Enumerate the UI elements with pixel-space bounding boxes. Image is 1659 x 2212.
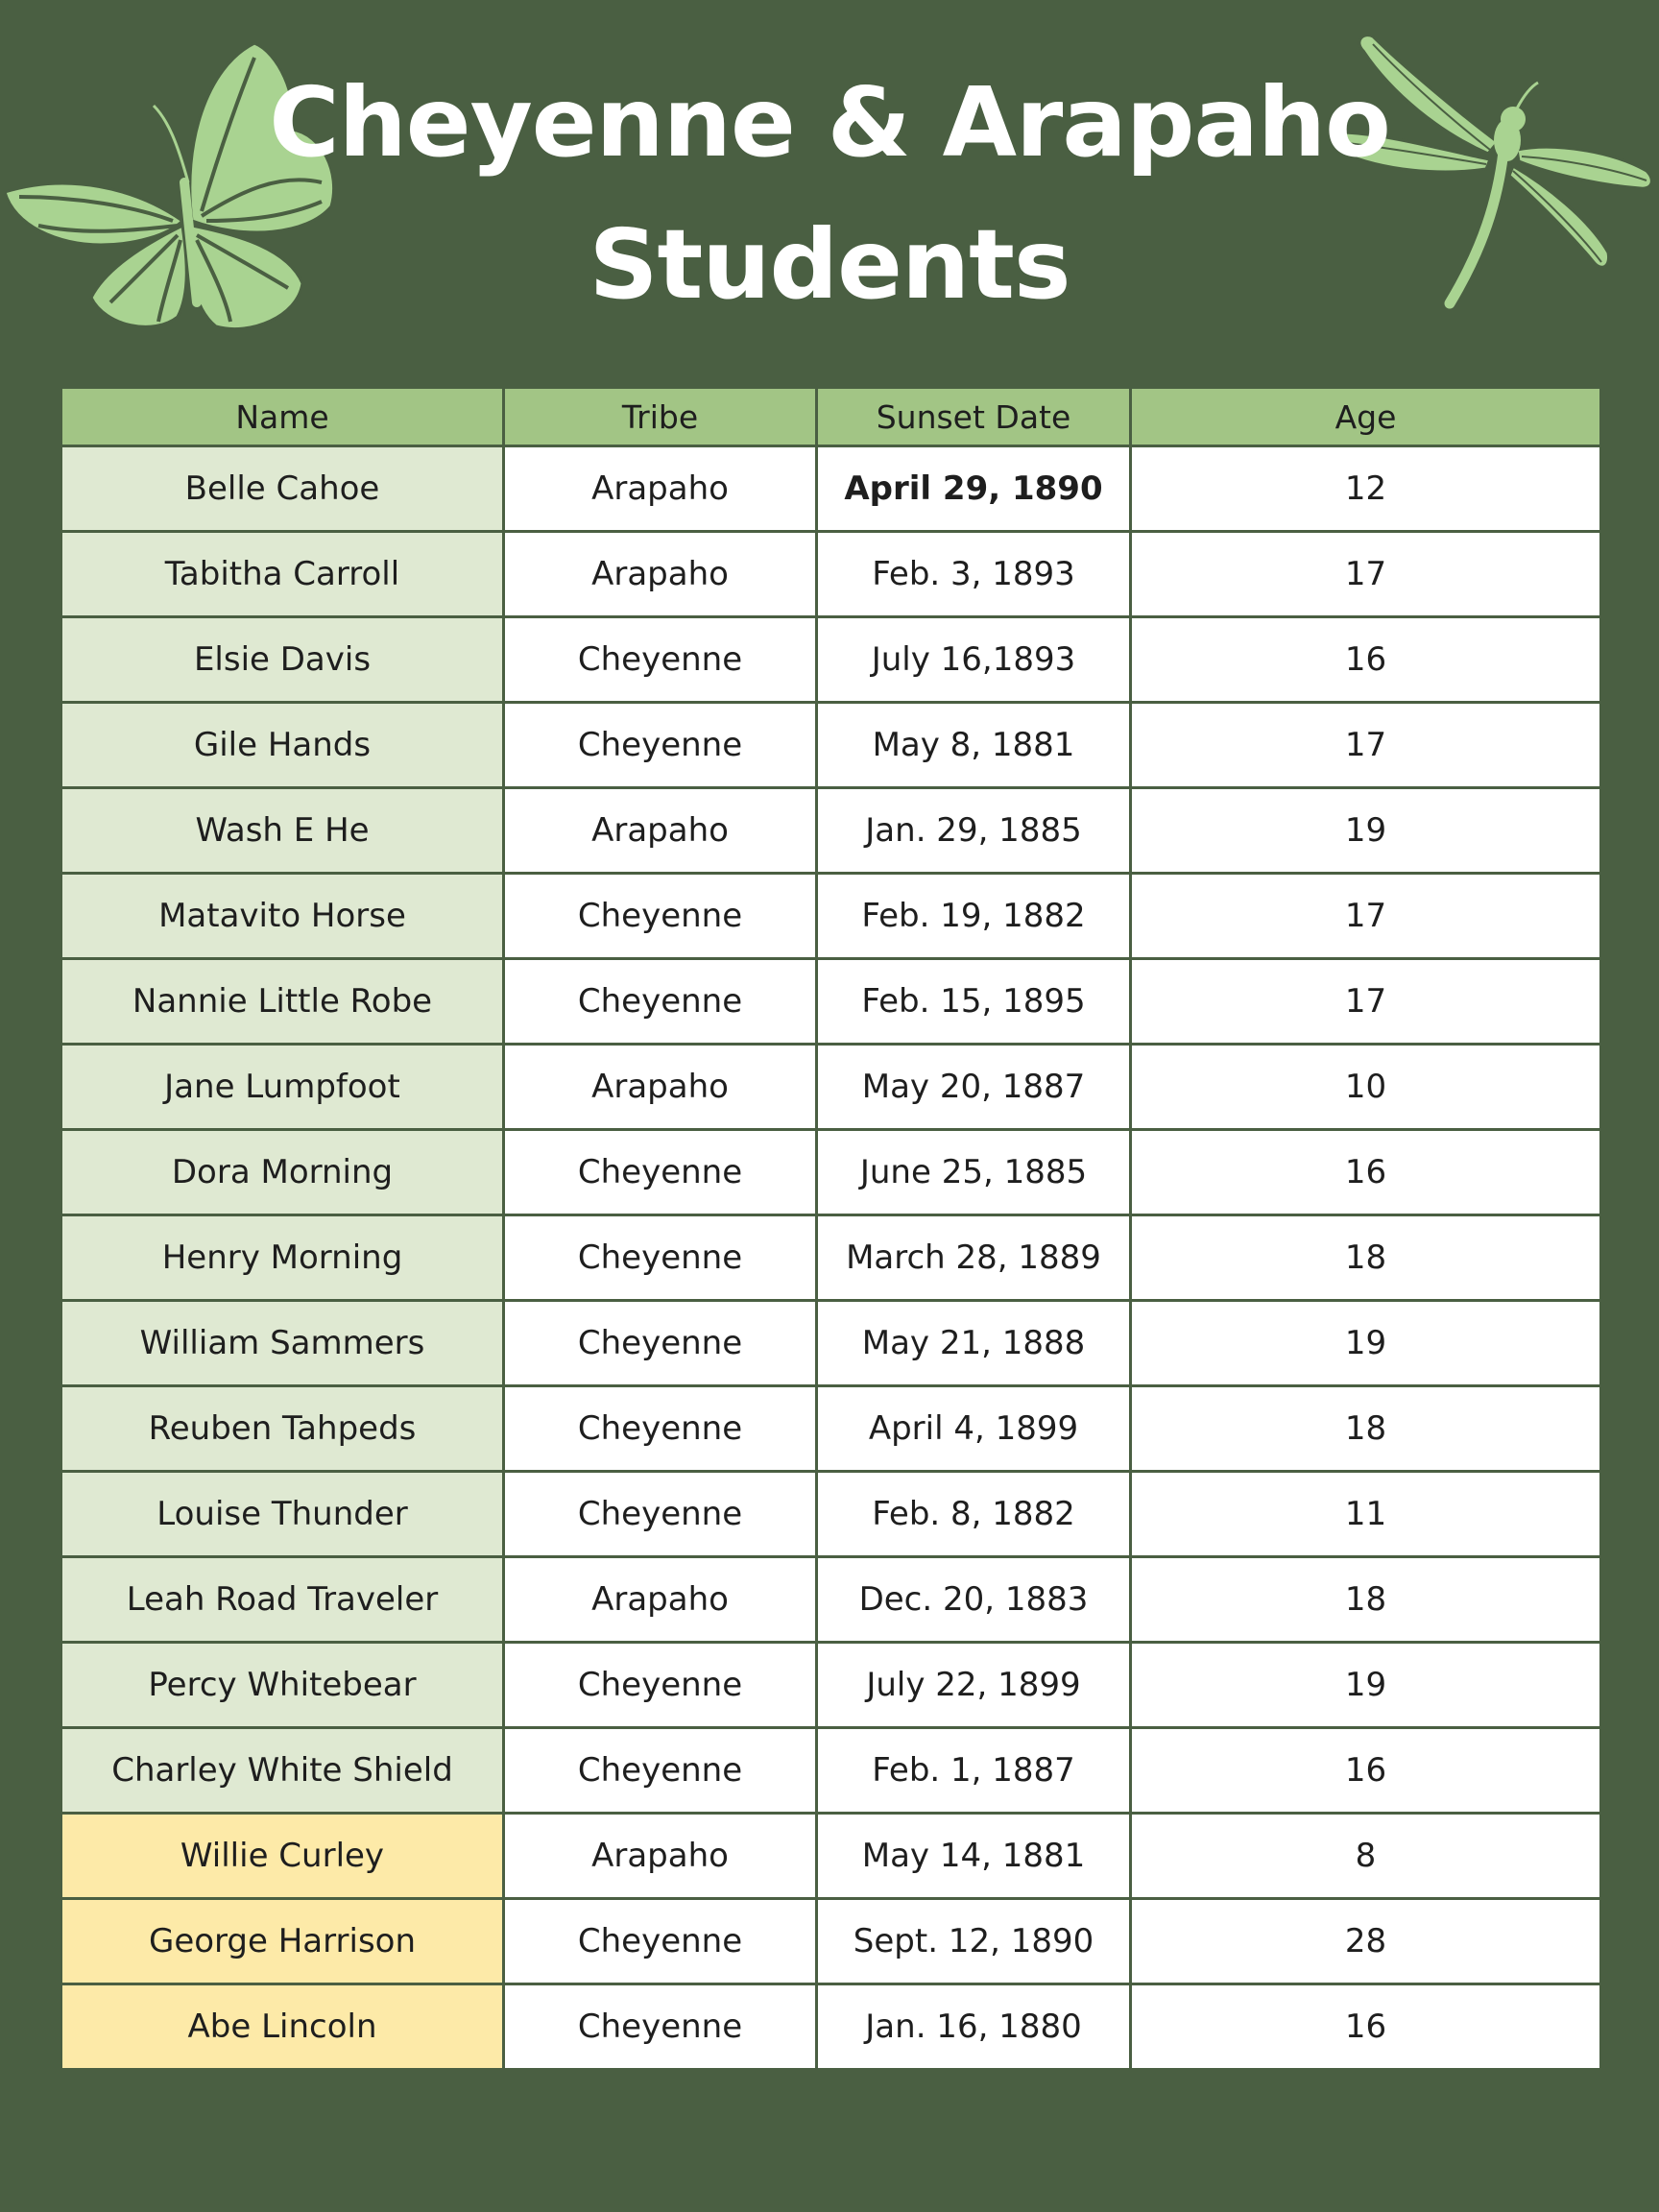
tribe-cell: Arapaho — [504, 788, 817, 874]
age-cell: 19 — [1131, 1301, 1601, 1386]
age-cell: 8 — [1131, 1814, 1601, 1899]
date-cell: Feb. 3, 1893 — [817, 532, 1131, 617]
date-cell: April 4, 1899 — [817, 1386, 1131, 1472]
date-cell: July 22, 1899 — [817, 1643, 1131, 1728]
table-row-highlighted — [61, 1814, 1601, 1899]
table-header-row — [61, 388, 1601, 446]
header-tribe: Tribe — [504, 388, 817, 446]
name-cell: Henry Morning — [61, 1215, 504, 1301]
table-row — [61, 874, 1601, 959]
header-name: Name — [61, 388, 504, 446]
date-cell: May 14, 1881 — [817, 1814, 1131, 1899]
name-cell: Louise Thunder — [61, 1472, 504, 1557]
age-cell: 17 — [1131, 532, 1601, 617]
name-cell: Abe Lincoln — [61, 1984, 504, 2070]
date-cell: Jan. 16, 1880 — [817, 1984, 1131, 2070]
name-cell: Gile Hands — [61, 703, 504, 788]
date-cell: Feb. 15, 1895 — [817, 959, 1131, 1045]
date-cell: March 28, 1889 — [817, 1215, 1131, 1301]
date-cell: June 25, 1885 — [817, 1130, 1131, 1215]
page-title — [0, 52, 1659, 336]
tribe-cell: Cheyenne — [504, 1130, 817, 1215]
name-cell: Matavito Horse — [61, 874, 504, 959]
age-cell: 18 — [1131, 1557, 1601, 1643]
age-cell: 11 — [1131, 1472, 1601, 1557]
tribe-cell: Cheyenne — [504, 1984, 817, 2070]
name-cell: Leah Road Traveler — [61, 1557, 504, 1643]
tribe-cell: Cheyenne — [504, 1728, 817, 1814]
date-cell: July 16,1893 — [817, 617, 1131, 703]
name-cell: Wash E He — [61, 788, 504, 874]
table-row — [61, 703, 1601, 788]
tribe-cell: Arapaho — [504, 1557, 817, 1643]
age-cell: 18 — [1131, 1215, 1601, 1301]
table-row — [61, 1643, 1601, 1728]
students-table — [60, 386, 1602, 2071]
age-cell: 28 — [1131, 1899, 1601, 1984]
tribe-cell: Cheyenne — [504, 1386, 817, 1472]
date-cell: Feb. 1, 1887 — [817, 1728, 1131, 1814]
age-cell: 16 — [1131, 617, 1601, 703]
name-cell: Nannie Little Robe — [61, 959, 504, 1045]
header-sunset-date: Sunset Date — [817, 388, 1131, 446]
date-cell: Feb. 8, 1882 — [817, 1472, 1131, 1557]
table-row — [61, 532, 1601, 617]
tribe-cell: Arapaho — [504, 446, 817, 532]
tribe-cell: Cheyenne — [504, 874, 817, 959]
date-cell: Jan. 29, 1885 — [817, 788, 1131, 874]
tribe-cell: Cheyenne — [504, 1472, 817, 1557]
tribe-cell: Cheyenne — [504, 959, 817, 1045]
age-cell: 10 — [1131, 1045, 1601, 1130]
table-row — [61, 788, 1601, 874]
date-cell: Dec. 20, 1883 — [817, 1557, 1131, 1643]
tribe-cell: Cheyenne — [504, 1899, 817, 1984]
name-cell: Elsie Davis — [61, 617, 504, 703]
name-cell: Jane Lumpfoot — [61, 1045, 504, 1130]
name-cell: William Sammers — [61, 1301, 504, 1386]
name-cell: Reuben Tahpeds — [61, 1386, 504, 1472]
table-row — [61, 1472, 1601, 1557]
date-cell: May 20, 1887 — [817, 1045, 1131, 1130]
age-cell: 17 — [1131, 874, 1601, 959]
tribe-cell: Arapaho — [504, 1814, 817, 1899]
header-age: Age — [1131, 388, 1601, 446]
age-cell: 17 — [1131, 703, 1601, 788]
table-row — [61, 446, 1601, 532]
age-cell: 17 — [1131, 959, 1601, 1045]
age-cell: 19 — [1131, 788, 1601, 874]
name-cell: Tabitha Carroll — [61, 532, 504, 617]
name-cell: Dora Morning — [61, 1130, 504, 1215]
tribe-cell: Cheyenne — [504, 1643, 817, 1728]
table-row — [61, 1386, 1601, 1472]
tribe-cell: Cheyenne — [504, 1215, 817, 1301]
age-cell: 16 — [1131, 1984, 1601, 2070]
table-row — [61, 1557, 1601, 1643]
age-cell: 16 — [1131, 1728, 1601, 1814]
table-row — [61, 1301, 1601, 1386]
date-cell: May 21, 1888 — [817, 1301, 1131, 1386]
age-cell: 19 — [1131, 1643, 1601, 1728]
name-cell: Willie Curley — [61, 1814, 504, 1899]
table-row — [61, 959, 1601, 1045]
name-cell: George Harrison — [61, 1899, 504, 1984]
age-cell: 16 — [1131, 1130, 1601, 1215]
date-cell: April 29, 1890 — [817, 446, 1131, 532]
tribe-cell: Arapaho — [504, 1045, 817, 1130]
table-row-highlighted — [61, 1899, 1601, 1984]
age-cell: 18 — [1131, 1386, 1601, 1472]
title-line-1: Cheyenne & Arapaho — [269, 66, 1390, 179]
date-cell: Feb. 19, 1882 — [817, 874, 1131, 959]
table-row — [61, 1130, 1601, 1215]
table-row — [61, 1045, 1601, 1130]
title-line-2: Students — [589, 208, 1070, 321]
table-row — [61, 1728, 1601, 1814]
age-cell: 12 — [1131, 446, 1601, 532]
tribe-cell: Cheyenne — [504, 703, 817, 788]
tribe-cell: Arapaho — [504, 532, 817, 617]
tribe-cell: Cheyenne — [504, 617, 817, 703]
table-row — [61, 1215, 1601, 1301]
name-cell: Belle Cahoe — [61, 446, 504, 532]
name-cell: Percy Whitebear — [61, 1643, 504, 1728]
table-row-highlighted — [61, 1984, 1601, 2070]
date-cell: Sept. 12, 1890 — [817, 1899, 1131, 1984]
date-cell: May 8, 1881 — [817, 703, 1131, 788]
tribe-cell: Cheyenne — [504, 1301, 817, 1386]
table-row — [61, 617, 1601, 703]
name-cell: Charley White Shield — [61, 1728, 504, 1814]
